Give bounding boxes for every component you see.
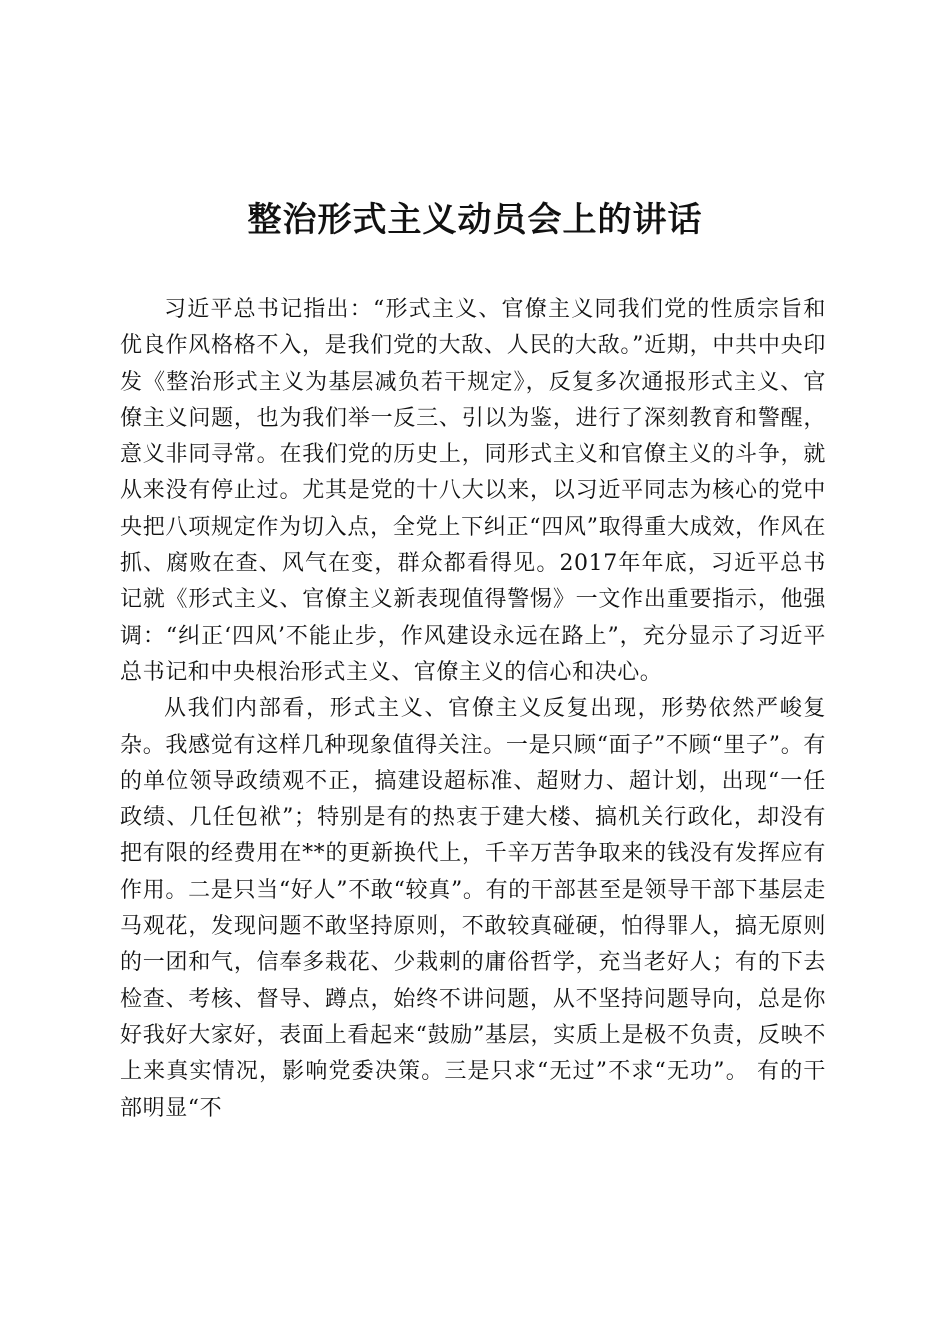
paragraph-2: 从我们内部看，形式主义、官僚主义反复出现，形势依然严峻复杂。我感觉有这样几种现象值得关注。一是只顾“面子”不顾“里子”。有的单位领导政绩观不正，搞建设超标准、超财力、超计划，出现“一任政绩、几任包袱”；特别是有的热衷于建大楼、搞机关行政化，却没有把有限的经费用在**的更新换代上，千辛万苦争取来的钱没有发挥应有作用。二是只当“好人”不敢“较真”。有的干部甚至是领导干部下基层走马观花，发现问题不敢坚持原则，不敢较真碰硬，怕得罪人，搞无原则的一团和气，信奉多栽花、少栽刺的庸俗哲学，充当老好人；有的下去检查、考核、督导、蹲点，始终不讲问题，从不坚持问题导向，总是你好我好大家好，表面上看起来“鼓励”基层，实质上是极不负责，反映不上来真实情况，影响党委决策。三是只求“无过”不求“无功”。 有的干部明显“不: [120, 696, 826, 1121]
document-body: [120, 292, 826, 1127]
paragraph-1: 习近平总书记指出：“形式主义、官僚主义同我们党的性质宗旨和优良作风格格不入，是我们党的大敌、人民的大敌。”近期，中共中央印发《整治形式主义为基层减负若干规定》，反复多次通报形式主义、官僚主义问题，也为我们举一反三、引以为鉴，进行了深刻教育和警醒，意义非同寻常。在我们党的历史上，同形式主义和官僚主义的斗争，就从来没有停止过。尤其是党的十八大以来，以习近平同志为核心的党中央把八项规定作为切入点，全党上下纠正“四风”取得重大成效，作风在抓、腐败在查、风气在变，群众都看得见。2017年年底，习近平总书记就《形式主义、官僚主义新表现值得警惕》一文作出重要指示，他强调：“纠正‘四风’不能止步，作风建设永远在路上”，充分显示了习近平总书记和中央根治形式主义、官僚主义的信心和决心。: [120, 297, 826, 685]
document-title: 整治形式主义动员会上的讲话: [247, 200, 703, 240]
